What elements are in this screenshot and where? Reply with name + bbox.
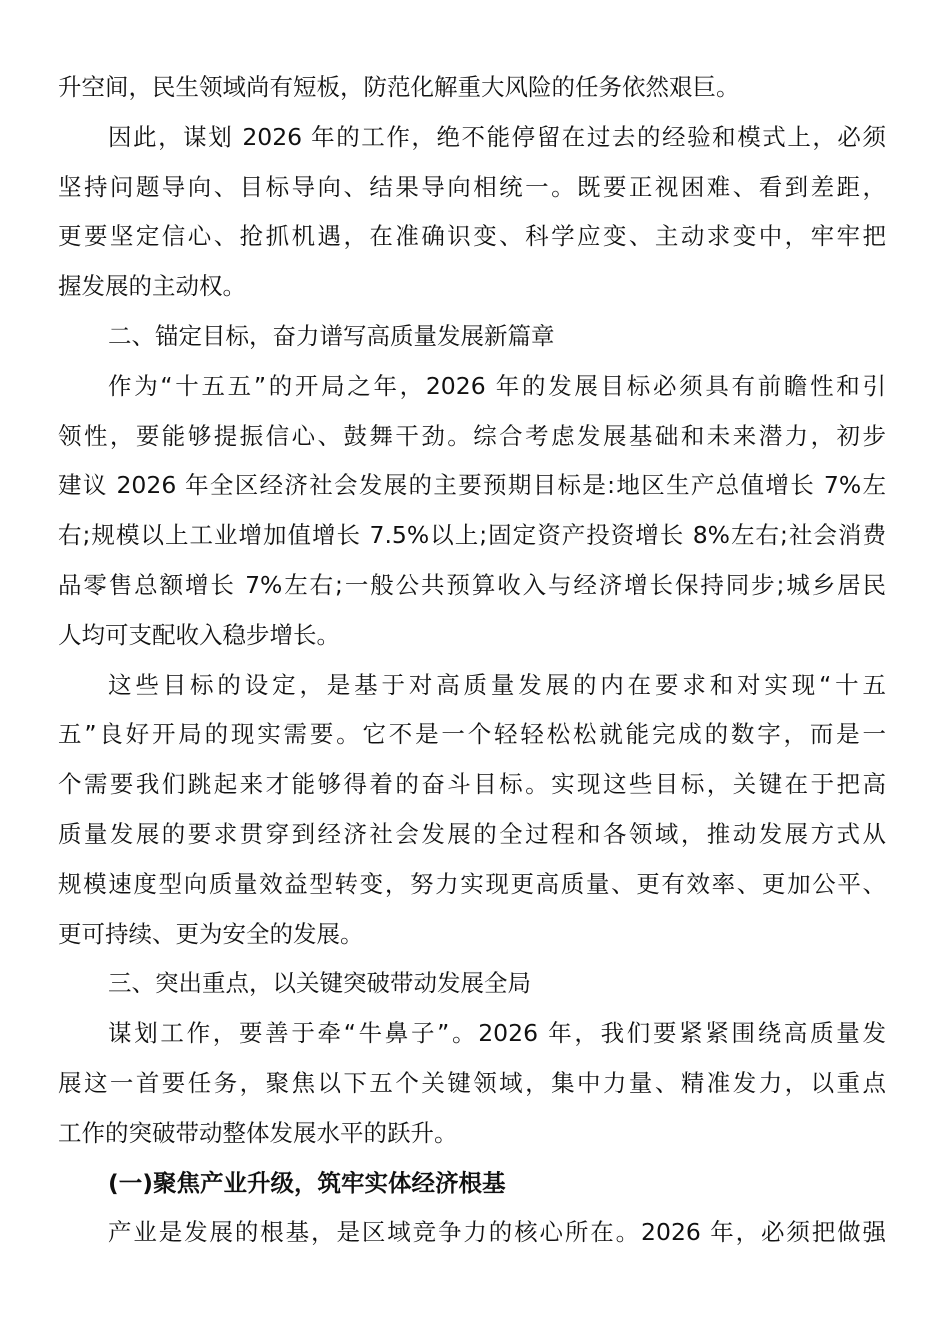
subsection-heading: (一)聚焦产业升级，筑牢实体经济根基 — [108, 1168, 506, 1197]
paragraph-line: 握发展的主动权。 — [58, 272, 246, 301]
paragraph-line: 作为“十五五”的开局之年，2026 年的发展目标必须具有前瞻性和引 — [108, 371, 886, 400]
paragraph-line: 建议 2026 年全区经济社会发展的主要预期目标是:地区生产总值增长 7%左 — [58, 471, 886, 500]
paragraph-line: 升空间，民生领域尚有短板，防范化解重大风险的任务依然艰巨。 — [58, 73, 740, 101]
paragraph-line: 展这一首要任务，聚焦以下五个关键领域，集中力量、精准发力，以重点 — [58, 1068, 886, 1097]
paragraph-line: 人均可支配收入稳步增长。 — [58, 620, 340, 649]
paragraph-line: 规模速度型向质量效益型转变，努力实现更高质量、更有效率、更加公平、 — [58, 869, 886, 898]
paragraph-line: 右;规模以上工业增加值增长 7.5%以上;固定资产投资增长 8%左右;社会消费 — [58, 521, 886, 550]
paragraph-line: 产业是发展的根基，是区域竞争力的核心所在。2026 年，必须把做强 — [108, 1218, 886, 1247]
paragraph-line: 领性，要能够提振信心、鼓舞干劲。综合考虑发展基础和未来潜力，初步 — [58, 421, 886, 450]
section-heading: 二、锚定目标，奋力谱写高质量发展新篇章 — [108, 321, 555, 350]
paragraph-line: 坚持问题导向、目标导向、结果导向相统一。既要正视困难、看到差距， — [58, 172, 886, 201]
section-heading: 三、突出重点，以关键突破带动发展全局 — [108, 969, 531, 998]
paragraph-line: 质量发展的要求贯穿到经济社会发展的全过程和各领域，推动发展方式从 — [58, 819, 886, 848]
paragraph-line: 更要坚定信心、抢抓机遇，在准确识变、科学应变、主动求变中，牢牢把 — [58, 222, 886, 251]
paragraph-line: 工作的突破带动整体发展水平的跃升。 — [58, 1118, 458, 1147]
paragraph-line: 个需要我们跳起来才能够得着的奋斗目标。实现这些目标，关键在于把高 — [58, 770, 886, 799]
paragraph-line: 更可持续、更为安全的发展。 — [58, 919, 364, 948]
paragraph-line: 这些目标的设定，是基于对高质量发展的内在要求和对实现“十五 — [108, 670, 886, 699]
paragraph-line: 五”良好开局的现实需要。它不是一个轻轻松松就能完成的数字，而是一 — [58, 720, 886, 749]
document-body — [58, 63, 886, 1258]
paragraph-line: 谋划工作，要善于牵“牛鼻子”。2026 年，我们要紧紧围绕高质量发 — [108, 1019, 886, 1048]
paragraph-line: 因此，谋划 2026 年的工作，绝不能停留在过去的经验和模式上，必须 — [108, 122, 886, 151]
paragraph-line: 品零售总额增长 7%左右;一般公共预算收入与经济增长保持同步;城乡居民 — [58, 570, 886, 599]
